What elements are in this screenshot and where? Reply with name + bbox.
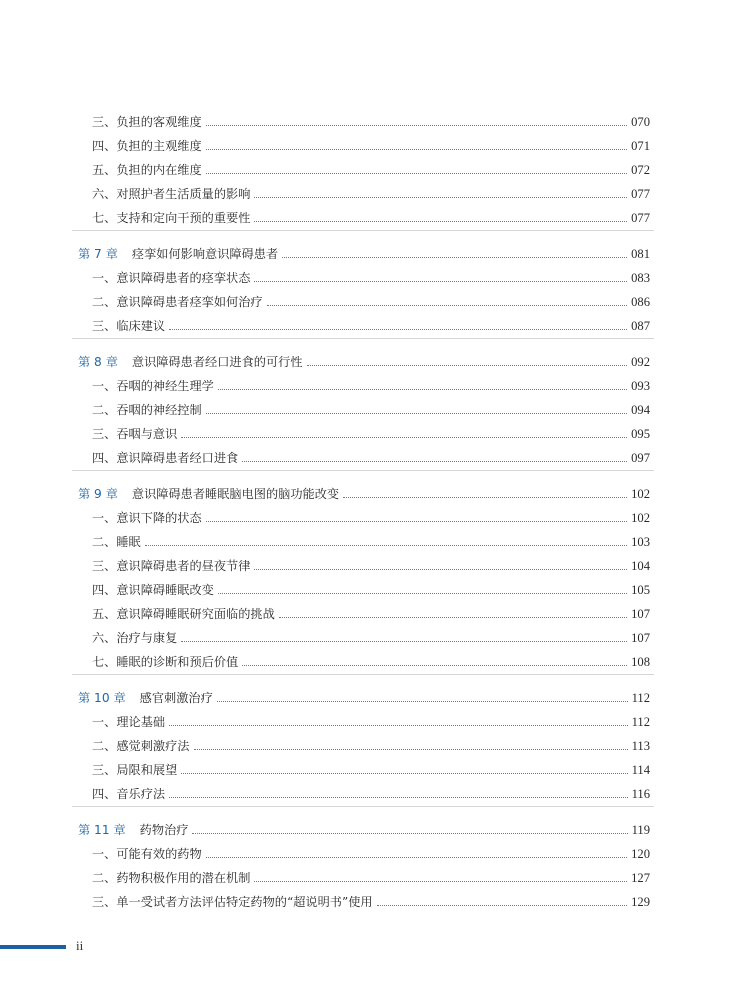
toc-chapter-entry[interactable] [78, 816, 650, 838]
footer-accent-bar [0, 945, 66, 949]
section-title: 三、单一受试者方法评估特定药物的“超说明书”使用 [92, 895, 373, 909]
page-number: 112 [631, 715, 650, 729]
toc-section-entry[interactable] [92, 372, 650, 394]
dot-leader [145, 544, 627, 546]
toc-section-entry[interactable] [92, 264, 650, 286]
dot-leader [218, 388, 627, 390]
toc-section-entry[interactable] [92, 156, 650, 178]
section-title: 二、感觉刺激疗法 [92, 739, 190, 753]
section-title: 二、意识障碍患者痉挛如何治疗 [92, 295, 263, 309]
page-number: 094 [631, 403, 650, 417]
dot-leader [169, 796, 627, 798]
section-title: 三、局限和展望 [92, 763, 178, 777]
dot-leader [181, 772, 627, 774]
page-number: 113 [631, 739, 650, 753]
section-title: 四、意识障碍睡眠改变 [92, 583, 214, 597]
section-title: 三、负担的客观维度 [92, 115, 202, 129]
section-title: 七、睡眠的诊断和预后价值 [92, 655, 239, 669]
section-title: 一、吞咽的神经生理学 [92, 379, 214, 393]
dot-leader [282, 256, 627, 258]
toc-section-entry[interactable] [92, 552, 650, 574]
dot-leader [206, 148, 627, 150]
page-number: 092 [631, 355, 650, 369]
page-number: 116 [631, 787, 650, 801]
dot-leader [242, 664, 627, 666]
page-number: 071 [631, 139, 650, 153]
toc-chapter-entry[interactable] [78, 348, 650, 370]
page-number: 077 [631, 187, 650, 201]
dot-leader [206, 856, 627, 858]
dot-leader [377, 904, 628, 906]
page-number: 104 [631, 559, 650, 573]
page-number: 097 [631, 451, 650, 465]
section-title: 六、对照护者生活质量的影响 [92, 187, 251, 201]
toc-section-entry[interactable] [92, 708, 650, 730]
dot-leader [181, 436, 627, 438]
page-number: 127 [631, 871, 650, 885]
section-title: 一、理论基础 [92, 715, 166, 729]
page-number: 105 [631, 583, 650, 597]
section-title: 五、意识障碍睡眠研究面临的挑战 [92, 607, 275, 621]
dot-leader [206, 172, 627, 174]
page-number: 107 [631, 631, 650, 645]
dot-leader [218, 592, 627, 594]
toc-section-entry[interactable] [92, 648, 650, 670]
section-title: 五、负担的内在维度 [92, 163, 202, 177]
section-title: 三、吞咽与意识 [92, 427, 178, 441]
page-number: 102 [631, 511, 650, 525]
dot-leader [206, 124, 627, 126]
section-title: 一、意识障碍患者的痉挛状态 [92, 271, 251, 285]
section-title: 三、意识障碍患者的昼夜节律 [92, 559, 251, 573]
page-number: 072 [631, 163, 650, 177]
page-number: 129 [631, 895, 650, 909]
chapter-title: 意识障碍患者经口进食的可行性 [131, 355, 303, 369]
chapter-title: 感官刺激治疗 [139, 691, 213, 705]
dot-leader [254, 880, 627, 882]
dot-leader [254, 280, 627, 282]
toc-chapter-entry[interactable] [78, 684, 650, 706]
dot-leader [267, 304, 627, 306]
section-title: 三、临床建议 [92, 319, 166, 333]
chapter-separator [72, 230, 654, 231]
chapter-number: 第 9 章 [78, 487, 118, 501]
chapter-separator [72, 674, 654, 675]
dot-leader [169, 328, 627, 330]
page-number: 107 [631, 607, 650, 621]
page-number: 087 [631, 319, 650, 333]
chapter-separator [72, 338, 654, 339]
toc-section-entry[interactable] [92, 888, 650, 910]
dot-leader [254, 220, 627, 222]
dot-leader [169, 724, 627, 726]
dot-leader [206, 412, 627, 414]
section-title: 一、意识下降的状态 [92, 511, 202, 525]
toc-section-entry[interactable] [92, 288, 650, 310]
toc-section-entry[interactable] [92, 600, 650, 622]
chapter-title: 痉挛如何影响意识障碍患者 [131, 247, 279, 261]
toc-section-entry[interactable] [92, 756, 650, 778]
page-number: 103 [631, 535, 650, 549]
section-title: 四、意识障碍患者经口进食 [92, 451, 239, 465]
dot-leader [254, 196, 627, 198]
toc-section-entry[interactable] [92, 132, 650, 154]
dot-leader [242, 460, 627, 462]
page-number: 120 [631, 847, 650, 861]
page-number: 112 [631, 691, 650, 705]
page-number: 102 [631, 487, 650, 501]
page-number: 093 [631, 379, 650, 393]
chapter-number: 第 7 章 [78, 247, 118, 261]
dot-leader [194, 748, 628, 750]
section-title: 六、治疗与康复 [92, 631, 178, 645]
toc-chapter-entry[interactable] [78, 480, 650, 502]
section-title: 四、音乐疗法 [92, 787, 166, 801]
toc-section-entry[interactable] [92, 504, 650, 526]
toc-section-entry[interactable] [92, 204, 650, 226]
toc-section-entry[interactable] [92, 840, 650, 862]
section-title: 二、吞咽的神经控制 [92, 403, 202, 417]
dot-leader [343, 496, 627, 498]
page-number: 095 [631, 427, 650, 441]
chapter-separator [72, 470, 654, 471]
footer-page-number: ii [76, 938, 84, 953]
chapter-title: 药物治疗 [139, 823, 189, 837]
toc-section-entry[interactable] [92, 624, 650, 646]
page-number: 086 [631, 295, 650, 309]
dot-leader [206, 520, 627, 522]
section-title: 七、支持和定向干预的重要性 [92, 211, 251, 225]
chapter-number: 第 8 章 [78, 355, 118, 369]
page-number: 081 [631, 247, 650, 261]
toc-section-entry[interactable] [92, 180, 650, 202]
toc-section-entry[interactable] [92, 864, 650, 886]
page-number: 108 [631, 655, 650, 669]
section-title: 二、药物积极作用的潜在机制 [92, 871, 251, 885]
chapter-number: 第 10 章 [78, 691, 126, 705]
toc-section-entry[interactable] [92, 312, 650, 334]
toc-section-entry[interactable] [92, 396, 650, 418]
chapter-separator [72, 806, 654, 807]
toc-chapter-entry[interactable] [78, 240, 650, 262]
page-number: 114 [631, 763, 650, 777]
chapter-number: 第 11 章 [78, 823, 126, 837]
toc-section-entry[interactable] [92, 108, 650, 130]
page-number: 070 [631, 115, 650, 129]
dot-leader [279, 616, 627, 618]
page-number: 083 [631, 271, 650, 285]
toc-section-entry[interactable] [92, 732, 650, 754]
dot-leader [307, 364, 628, 366]
dot-leader [254, 568, 627, 570]
dot-leader [192, 832, 627, 834]
toc-section-entry[interactable] [92, 576, 650, 598]
chapter-title: 意识障碍患者睡眠脑电图的脑功能改变 [131, 487, 340, 501]
dot-leader [181, 640, 627, 642]
page-number: 119 [631, 823, 650, 837]
section-title: 二、睡眠 [92, 535, 141, 549]
section-title: 一、可能有效的药物 [92, 847, 202, 861]
toc-section-entry[interactable] [92, 528, 650, 550]
dot-leader [217, 700, 628, 702]
toc-section-entry[interactable] [92, 444, 650, 466]
section-title: 四、负担的主观维度 [92, 139, 202, 153]
page-number: 077 [631, 211, 650, 225]
toc-section-entry[interactable] [92, 780, 650, 802]
toc-section-entry[interactable] [92, 420, 650, 442]
